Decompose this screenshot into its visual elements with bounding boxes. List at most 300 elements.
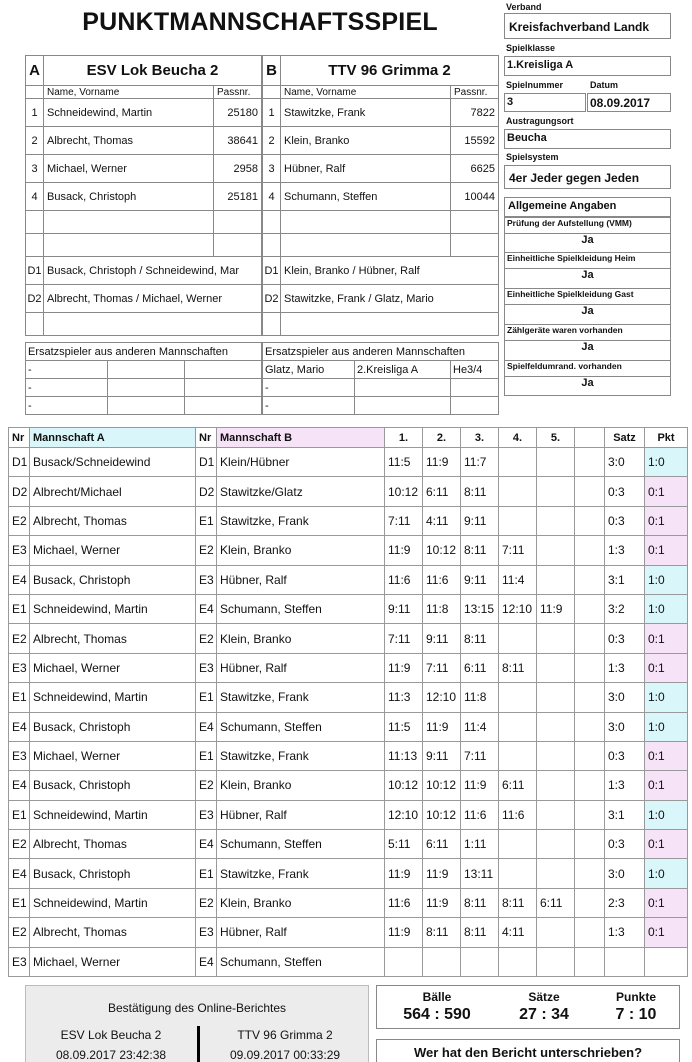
row-set-4: 6:11 — [499, 771, 537, 800]
row-set-1: 11:9 — [385, 918, 423, 947]
result-row — [9, 800, 688, 829]
sub-cell: - — [26, 397, 108, 415]
row-pkt: 0:1 — [645, 536, 688, 565]
row-set-3: 11:8 — [461, 683, 499, 712]
col-team-b: Mannschaft B — [217, 428, 385, 448]
row-set-5 — [537, 947, 575, 976]
row-set-3: 9:11 — [461, 565, 499, 594]
check-lineup-value: Ja — [505, 233, 670, 249]
row-set-5 — [537, 624, 575, 653]
row-set-1: 11:5 — [385, 448, 423, 477]
row-set-4: 11:4 — [499, 565, 537, 594]
row-player-b: Stawitzke, Frank — [217, 683, 385, 712]
result-row — [9, 477, 688, 506]
row-set-4: 8:11 — [499, 653, 537, 682]
row-blank — [575, 859, 605, 888]
team-b-table — [262, 55, 499, 336]
row-set-2: 8:11 — [423, 918, 461, 947]
row-player-b: Klein/Hübner — [217, 448, 385, 477]
row-player-a: Albrecht/Michael — [30, 477, 196, 506]
row-set-4: 11:6 — [499, 800, 537, 829]
row-satz: 2:3 — [605, 888, 645, 917]
row-player-b: Hübner, Ralf — [217, 653, 385, 682]
row-pkt: 1:0 — [645, 448, 688, 477]
points-label: Punkte — [615, 990, 656, 1004]
team-b-player-pass: 10044 — [451, 183, 499, 211]
row-set-5 — [537, 712, 575, 741]
result-row — [9, 683, 688, 712]
result-row — [9, 653, 688, 682]
row-nr-b: E4 — [196, 830, 217, 859]
sub-cell: Glatz, Mario — [263, 361, 355, 379]
team-a-player-pass: 2958 — [214, 155, 262, 183]
col-set-5: 5. — [537, 428, 575, 448]
row-player-b: Schumann, Steffen — [217, 594, 385, 623]
row-set-5 — [537, 859, 575, 888]
row-player-a: Schneidewind, Martin — [30, 800, 196, 829]
row-nr-a: E2 — [9, 506, 30, 535]
row-pkt: 1:0 — [645, 800, 688, 829]
row-set-5 — [537, 506, 575, 535]
spielklasse-label: Spielklasse — [506, 43, 556, 53]
row-set-1: 11:9 — [385, 653, 423, 682]
row-set-4: 12:10 — [499, 594, 537, 623]
results-table — [8, 427, 688, 977]
row-set-4 — [499, 624, 537, 653]
row-set-3: 8:11 — [461, 536, 499, 565]
row-set-2: 11:8 — [423, 594, 461, 623]
home-clothing-value: Ja — [505, 268, 670, 286]
row-set-4 — [499, 830, 537, 859]
team-a-player-name: Busack, Christoph — [44, 183, 214, 211]
sub-cell — [185, 379, 262, 397]
col-team-a: Mannschaft A — [30, 428, 196, 448]
team-a-player-pass: 38641 — [214, 127, 262, 155]
row-satz: 3:1 — [605, 800, 645, 829]
row-nr-b: E3 — [196, 565, 217, 594]
row-player-a: Albrecht, Thomas — [30, 830, 196, 859]
team-a-double-nr: D2 — [26, 285, 44, 313]
row-set-1: 5:11 — [385, 830, 423, 859]
spielnummer-value: 3 — [507, 96, 514, 108]
row-pkt: 1:0 — [645, 859, 688, 888]
team-a-player-pass: 25180 — [214, 99, 262, 127]
row-satz: 0:3 — [605, 506, 645, 535]
sub-cell: - — [263, 379, 355, 397]
team-b-subs — [262, 342, 499, 415]
row-nr-b: D1 — [196, 448, 217, 477]
row-player-a: Michael, Werner — [30, 741, 196, 770]
row-player-b: Schumann, Steffen — [217, 712, 385, 741]
team-b-double-nr: D2 — [263, 285, 281, 313]
row-nr-a: E4 — [9, 771, 30, 800]
row-set-4 — [499, 859, 537, 888]
confirmation-title: Bestätigung des Online-Berichtes — [107, 1001, 287, 1015]
team-b-player-nr: 2 — [263, 127, 281, 155]
team-a-player-nr: 4 — [26, 183, 44, 211]
row-nr-a: E2 — [9, 624, 30, 653]
team-b-subs-header: Ersatzspieler aus anderen Mannschaften — [263, 343, 499, 361]
row-set-3: 13:11 — [461, 859, 499, 888]
system-value: 4er Jeder gegen Jeden — [509, 171, 640, 185]
row-satz: 1:3 — [605, 653, 645, 682]
row-player-b: Klein, Branko — [217, 536, 385, 565]
row-pkt: 0:1 — [645, 624, 688, 653]
row-set-3: 11:7 — [461, 448, 499, 477]
row-blank — [575, 712, 605, 741]
general-info-box — [504, 197, 671, 396]
verband-box — [504, 13, 671, 39]
row-set-2: 7:11 — [423, 653, 461, 682]
general-info-header: Allgemeine Angaben — [505, 198, 670, 217]
row-pkt: 0:1 — [645, 653, 688, 682]
sub-cell: - — [263, 397, 355, 415]
sub-cell — [355, 397, 451, 415]
row-set-5 — [537, 771, 575, 800]
row-set-3: 7:11 — [461, 741, 499, 770]
result-row — [9, 448, 688, 477]
guest-clothing-value: Ja — [505, 304, 670, 322]
row-set-1: 11:3 — [385, 683, 423, 712]
team-a-subs — [25, 342, 262, 415]
row-set-1: 10:12 — [385, 771, 423, 800]
check-lineup-label: Prüfung der Aufstellung (VMM) — [505, 217, 670, 233]
row-set-5 — [537, 653, 575, 682]
signed-question: Wer hat den Bericht unterschrieben? — [413, 1045, 643, 1060]
team-b-player-nr: 4 — [263, 183, 281, 211]
row-set-2: 10:12 — [423, 771, 461, 800]
row-set-4 — [499, 947, 537, 976]
row-set-1: 7:11 — [385, 506, 423, 535]
row-satz: 1:3 — [605, 536, 645, 565]
row-player-a: Albrecht, Thomas — [30, 624, 196, 653]
row-set-1: 10:12 — [385, 477, 423, 506]
row-nr-b: E4 — [196, 594, 217, 623]
row-player-a: Busack, Christoph — [30, 712, 196, 741]
row-nr-a: E1 — [9, 888, 30, 917]
team-a-double-nr: D1 — [26, 257, 44, 285]
result-row — [9, 624, 688, 653]
row-player-a: Busack, Christoph — [30, 859, 196, 888]
page-title: PUNKTMANNSCHAFTSSPIEL — [82, 8, 438, 36]
row-nr-a: E4 — [9, 712, 30, 741]
row-set-1: 11:13 — [385, 741, 423, 770]
verband-value: Kreisfachverband Landk — [509, 20, 650, 34]
row-player-b: Schumann, Steffen — [217, 830, 385, 859]
row-set-3 — [461, 947, 499, 976]
row-set-3: 1:11 — [461, 830, 499, 859]
row-nr-b: E4 — [196, 947, 217, 976]
row-nr-a: E1 — [9, 683, 30, 712]
team-a-table — [25, 55, 262, 336]
col-satz: Satz — [605, 428, 645, 448]
confirm-time-b: 09.09.2017 00:33:29 — [229, 1048, 341, 1062]
row-set-2: 11:9 — [423, 859, 461, 888]
result-row — [9, 771, 688, 800]
sub-cell — [355, 379, 451, 397]
row-set-1: 7:11 — [385, 624, 423, 653]
row-player-a: Schneidewind, Martin — [30, 594, 196, 623]
row-set-3: 6:11 — [461, 653, 499, 682]
spielnummer-box — [504, 93, 586, 112]
team-b-double-nr: D1 — [263, 257, 281, 285]
col-set-2: 2. — [423, 428, 461, 448]
row-set-1: 11:9 — [385, 859, 423, 888]
row-satz: 3:2 — [605, 594, 645, 623]
team-b-player-name: Stawitzke, Frank — [281, 99, 451, 127]
row-pkt: 0:1 — [645, 830, 688, 859]
team-b-name: TTV 96 Grimma 2 — [281, 56, 499, 86]
team-b-player-nr: 1 — [263, 99, 281, 127]
row-blank — [575, 830, 605, 859]
row-set-3: 8:11 — [461, 918, 499, 947]
row-nr-b: E3 — [196, 918, 217, 947]
guest-clothing-label: Einheitliche Spielkleidung Gast — [505, 288, 670, 304]
home-clothing-label: Einheitliche Spielkleidung Heim — [505, 252, 670, 268]
row-nr-b: E2 — [196, 624, 217, 653]
row-blank — [575, 506, 605, 535]
row-set-2: 11:9 — [423, 888, 461, 917]
team-a-player-nr: 3 — [26, 155, 44, 183]
row-blank — [575, 653, 605, 682]
row-pkt: 0:1 — [645, 918, 688, 947]
sub-cell — [451, 397, 499, 415]
row-nr-a: D1 — [9, 448, 30, 477]
row-set-4 — [499, 712, 537, 741]
row-satz: 3:0 — [605, 683, 645, 712]
row-set-5: 6:11 — [537, 888, 575, 917]
row-player-a: Michael, Werner — [30, 536, 196, 565]
row-set-1: 11:6 — [385, 565, 423, 594]
points-value: 7 : 10 — [615, 1006, 657, 1023]
team-b-player-name: Klein, Branko — [281, 127, 451, 155]
team-b-double-names: Klein, Branko / Hübner, Ralf — [281, 257, 499, 285]
counters-label: Zählgeräte waren vorhanden — [505, 324, 670, 340]
row-nr-a: E4 — [9, 565, 30, 594]
row-set-3: 8:11 — [461, 888, 499, 917]
row-set-3: 8:11 — [461, 477, 499, 506]
row-pkt: 0:1 — [645, 506, 688, 535]
sub-cell: - — [26, 379, 108, 397]
team-a-player-nr: 1 — [26, 99, 44, 127]
row-satz: 3:1 — [605, 565, 645, 594]
col-set-4: 4. — [499, 428, 537, 448]
sub-cell: 2.Kreisliga A — [355, 361, 451, 379]
row-nr-b: E4 — [196, 712, 217, 741]
row-satz: 1:3 — [605, 918, 645, 947]
row-nr-b: E1 — [196, 859, 217, 888]
system-label: Spielsystem — [506, 152, 559, 162]
sub-cell: He3/4 — [451, 361, 499, 379]
row-pkt: 1:0 — [645, 565, 688, 594]
row-set-5: 11:9 — [537, 594, 575, 623]
col-blank — [575, 428, 605, 448]
row-blank — [575, 741, 605, 770]
team-b-player-pass: 15592 — [451, 127, 499, 155]
row-satz: 0:3 — [605, 624, 645, 653]
team-a-name: ESV Lok Beucha 2 — [44, 56, 262, 86]
row-player-a: Busack, Christoph — [30, 565, 196, 594]
row-set-4 — [499, 506, 537, 535]
row-player-b: Stawitzke/Glatz — [217, 477, 385, 506]
signed-box — [376, 1039, 680, 1062]
row-pkt: 1:0 — [645, 683, 688, 712]
row-nr-b: E1 — [196, 506, 217, 535]
ort-box — [504, 129, 671, 149]
col-pkt: Pkt — [645, 428, 688, 448]
row-satz: 3:0 — [605, 712, 645, 741]
system-box — [504, 165, 671, 189]
sub-cell — [451, 379, 499, 397]
balls-value: 564 : 590 — [403, 1006, 471, 1023]
row-player-b: Hübner, Ralf — [217, 565, 385, 594]
team-b-player-name: Schumann, Steffen — [281, 183, 451, 211]
row-set-5 — [537, 477, 575, 506]
row-set-2: 11:9 — [423, 448, 461, 477]
row-pkt: 0:1 — [645, 888, 688, 917]
row-set-3: 11:4 — [461, 712, 499, 741]
row-pkt: 0:1 — [645, 771, 688, 800]
col-set-1: 1. — [385, 428, 423, 448]
team-b-player-pass: 7822 — [451, 99, 499, 127]
col-set-3: 3. — [461, 428, 499, 448]
sub-cell: - — [26, 361, 108, 379]
team-a-player-pass: 25181 — [214, 183, 262, 211]
row-set-3: 8:11 — [461, 624, 499, 653]
row-nr-a: E4 — [9, 859, 30, 888]
row-player-b: Hübner, Ralf — [217, 918, 385, 947]
row-player-a: Busack/Schneidewind — [30, 448, 196, 477]
row-satz: 0:3 — [605, 477, 645, 506]
row-player-b: Klein, Branko — [217, 771, 385, 800]
sub-cell — [108, 379, 185, 397]
row-player-b: Klein, Branko — [217, 888, 385, 917]
row-player-b: Klein, Branko — [217, 624, 385, 653]
row-pkt: 1:0 — [645, 712, 688, 741]
row-set-3: 9:11 — [461, 506, 499, 535]
row-set-2: 11:9 — [423, 712, 461, 741]
row-blank — [575, 888, 605, 917]
row-player-a: Albrecht, Thomas — [30, 918, 196, 947]
ort-label: Austragungsort — [506, 116, 574, 126]
datum-box — [587, 93, 671, 112]
result-row — [9, 594, 688, 623]
barrier-value: Ja — [505, 376, 670, 396]
row-set-4 — [499, 683, 537, 712]
row-set-5 — [537, 741, 575, 770]
row-set-2: 10:12 — [423, 800, 461, 829]
result-row — [9, 888, 688, 917]
balls-label: Bälle — [422, 990, 452, 1004]
row-player-b: Schumann, Steffen — [217, 947, 385, 976]
row-player-a: Schneidewind, Martin — [30, 888, 196, 917]
row-player-b: Hübner, Ralf — [217, 800, 385, 829]
confirm-time-a: 08.09.2017 23:42:38 — [55, 1048, 167, 1062]
result-row — [9, 918, 688, 947]
row-set-2: 9:11 — [423, 741, 461, 770]
row-player-b: Stawitzke, Frank — [217, 859, 385, 888]
row-set-1: 11:5 — [385, 712, 423, 741]
team-a-letter: A — [26, 56, 44, 86]
row-satz: 0:3 — [605, 830, 645, 859]
row-blank — [575, 624, 605, 653]
row-blank — [575, 800, 605, 829]
row-pkt: 1:0 — [645, 594, 688, 623]
row-set-4: 7:11 — [499, 536, 537, 565]
spielklasse-value: 1.Kreisliga A — [507, 59, 574, 71]
row-satz: 3:0 — [605, 448, 645, 477]
sets-label: Sätze — [528, 990, 560, 1004]
result-row — [9, 565, 688, 594]
result-row — [9, 947, 688, 976]
summary-box — [376, 985, 680, 1029]
row-satz — [605, 947, 645, 976]
team-a-player-name: Albrecht, Thomas — [44, 127, 214, 155]
team-a-double-names: Albrecht, Thomas / Michael, Werner — [44, 285, 262, 313]
result-row — [9, 536, 688, 565]
row-set-3: 11:6 — [461, 800, 499, 829]
row-set-2: 9:11 — [423, 624, 461, 653]
row-set-2: 12:10 — [423, 683, 461, 712]
row-nr-b: E3 — [196, 800, 217, 829]
col-nr-b: Nr — [196, 428, 217, 448]
row-nr-b: E2 — [196, 536, 217, 565]
row-nr-a: E2 — [9, 830, 30, 859]
row-set-3: 13:15 — [461, 594, 499, 623]
row-nr-a: E2 — [9, 918, 30, 947]
datum-label: Datum — [590, 80, 619, 90]
row-set-5 — [537, 683, 575, 712]
row-player-a: Michael, Werner — [30, 653, 196, 682]
row-nr-b: D2 — [196, 477, 217, 506]
row-set-4 — [499, 448, 537, 477]
team-b-player-name: Hübner, Ralf — [281, 155, 451, 183]
row-satz: 0:3 — [605, 741, 645, 770]
row-blank — [575, 947, 605, 976]
row-pkt — [645, 947, 688, 976]
row-set-2: 11:6 — [423, 565, 461, 594]
row-set-5 — [537, 830, 575, 859]
team-b-double-names: Stawitzke, Frank / Glatz, Mario — [281, 285, 499, 313]
row-player-a: Michael, Werner — [30, 947, 196, 976]
row-set-2: 4:11 — [423, 506, 461, 535]
team-b-col-name: Name, Vorname — [281, 86, 451, 99]
row-nr-a: E3 — [9, 536, 30, 565]
row-set-2: 6:11 — [423, 830, 461, 859]
row-blank — [575, 771, 605, 800]
row-set-1 — [385, 947, 423, 976]
row-blank — [575, 565, 605, 594]
col-nr-a: Nr — [9, 428, 30, 448]
row-player-a: Schneidewind, Martin — [30, 683, 196, 712]
datum-value: 08.09.2017 — [590, 96, 651, 110]
row-nr-a: E3 — [9, 947, 30, 976]
row-set-4: 4:11 — [499, 918, 537, 947]
row-pkt: 0:1 — [645, 477, 688, 506]
sub-cell — [185, 397, 262, 415]
row-nr-b: E1 — [196, 683, 217, 712]
result-row — [9, 859, 688, 888]
confirm-team-a: ESV Lok Beucha 2 — [60, 1028, 162, 1042]
row-set-1: 11:9 — [385, 536, 423, 565]
row-player-b: Stawitzke, Frank — [217, 741, 385, 770]
confirmation-box — [25, 985, 369, 1062]
team-a-col-pass: Passnr. — [214, 86, 262, 99]
row-set-1: 9:11 — [385, 594, 423, 623]
meta-box — [504, 0, 671, 192]
row-set-5 — [537, 565, 575, 594]
row-satz: 3:0 — [605, 859, 645, 888]
